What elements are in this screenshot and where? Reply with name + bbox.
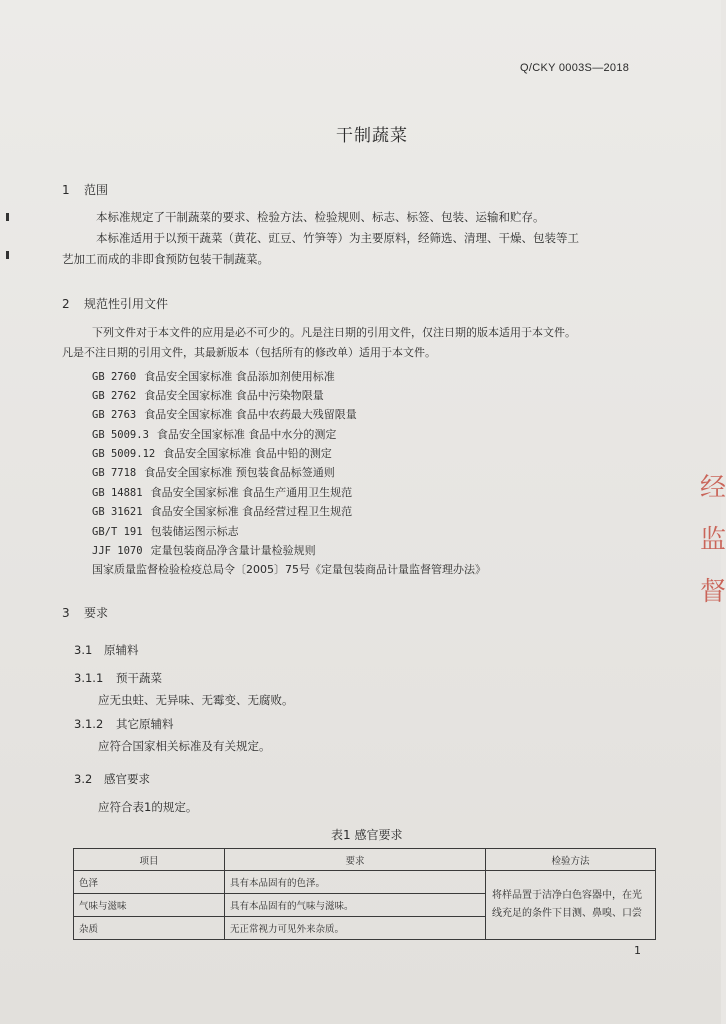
table-cell-requirement: 无正常视力可见外来杂质。 <box>225 917 486 940</box>
section-1-paragraph: 本标准适用于以预干蔬菜（黄花、豇豆、竹笋等）为主要原料，经筛选、清理、干燥、包装等工 <box>96 231 579 245</box>
table-cell-item: 色泽 <box>74 871 225 894</box>
table-cell-requirement: 具有本品固有的色泽。 <box>225 871 486 894</box>
table-header-cell: 要求 <box>225 849 486 871</box>
table-row <box>74 871 656 894</box>
table-header-cell: 项目 <box>74 849 225 871</box>
document-title: 干制蔬菜 <box>336 126 408 146</box>
page-number: 1 <box>634 944 641 957</box>
table-cell-requirement: 具有本品固有的气味与滋味。 <box>225 894 486 917</box>
section-3-1-2-text: 应符合国家相关标准及有关规定。 <box>98 739 271 753</box>
standard-code: Q/CKY 0003S—2018 <box>520 62 630 74</box>
section-3-1-heading: 3.1 原辅料 <box>74 643 139 657</box>
section-3-2-text: 应符合表1的规定。 <box>98 800 198 814</box>
section-1-heading: 1 范围 <box>62 183 109 197</box>
table-header-cell: 检验方法 <box>486 849 656 871</box>
table-caption: 表1 感官要求 <box>331 828 403 842</box>
official-stamp: 经监督 <box>700 473 726 607</box>
reference-item: GB 2763 食品安全国家标准 食品中农药最大残留限量 <box>92 408 357 421</box>
section-2-heading: 2 规范性引用文件 <box>62 297 169 311</box>
section-1-paragraph: 艺加工而成的非即食预防包装干制蔬菜。 <box>62 252 269 266</box>
section-2-paragraph: 凡是不注日期的引用文件，其最新版本（包括所有的修改单）适用于本文件。 <box>62 346 436 359</box>
reference-item: GB 7718 食品安全国家标准 预包装食品标签通则 <box>92 466 335 479</box>
section-3-1-1-heading: 3.1.1 预干蔬菜 <box>74 671 162 685</box>
reference-item: GB/T 191 包装储运图示标志 <box>92 525 239 538</box>
section-3-2-heading: 3.2 感官要求 <box>74 772 150 786</box>
reference-item: GB 31621 食品安全国家标准 食品经营过程卫生规范 <box>92 505 353 518</box>
reference-item: GB 2760 食品安全国家标准 食品添加剂使用标准 <box>92 370 335 383</box>
section-3-1-1-text: 应无虫蛀、无异味、无霉变、无腐败。 <box>98 693 294 707</box>
sensory-requirements-table <box>73 848 656 940</box>
table-cell-item: 杂质 <box>74 917 225 940</box>
reference-item: GB 14881 食品安全国家标准 食品生产通用卫生规范 <box>92 486 353 499</box>
reference-item: GB 5009.3 食品安全国家标准 食品中水分的测定 <box>92 428 337 441</box>
table-cell-item: 气味与滋味 <box>74 894 225 917</box>
scan-mark <box>6 251 9 259</box>
section-3-1-2-heading: 3.1.2 其它原辅料 <box>74 717 174 731</box>
scan-mark <box>6 213 9 221</box>
section-1-paragraph: 本标准规定了干制蔬菜的要求、检验方法、检验规则、标志、标签、包装、运输和贮存。 <box>96 210 545 224</box>
reference-item: JJF 1070 定量包装商品净含量计量检验规则 <box>92 544 316 557</box>
reference-decree: 国家质量监督检验检疫总局令〔2005〕75号《定量包装商品计量监督管理办法》 <box>92 563 486 576</box>
section-2-paragraph: 下列文件对于本文件的应用是必不可少的。凡是注日期的引用文件，仅注日期的版本适用于本文件。 <box>92 326 576 339</box>
reference-item: GB 2762 食品安全国家标准 食品中污染物限量 <box>92 389 324 402</box>
table-cell-method: 将样品置于洁净白色容器中，在光线充足的条件下目测、鼻嗅、口尝 <box>486 871 656 940</box>
reference-item: GB 5009.12 食品安全国家标准 食品中铅的测定 <box>92 447 332 460</box>
table-header-row <box>74 849 656 871</box>
section-3-heading: 3 要求 <box>62 606 109 620</box>
